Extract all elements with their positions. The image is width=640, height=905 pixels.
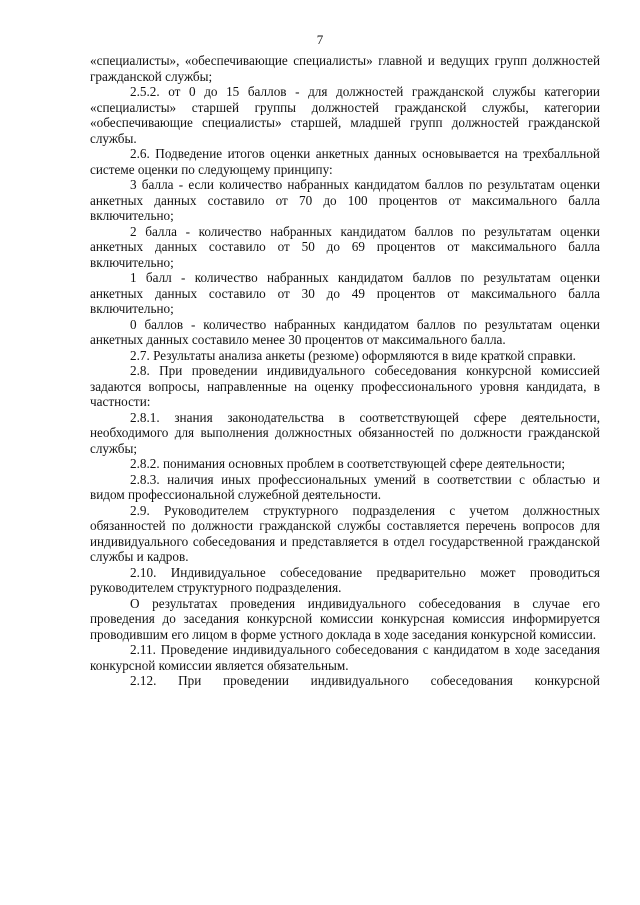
paragraph-2-8-2: 2.8.2. понимания основных проблем в соответствующей сфере деятельности; (130, 456, 566, 471)
paragraph-2-7: 2.7. Результаты анализа анкеты (резюме) оформляются в виде краткой справки. (130, 347, 576, 363)
paragraph-2-9: 2.9. Руководителем структурного подразделения с учетом должностных обязанностей по должности гражданской службы составляется перечень вопросов для индивидуального собеседования и представляется в отдел государственной гражданской службы и кадров. (90, 502, 600, 564)
paragraph-2-10: 2.10. Индивидуальное собеседование предварительно может проводиться руководителем структурного подразделения. (90, 564, 600, 595)
paragraph-3-points: 3 балла - если количество набранных кандидатом баллов по результатам оценки анкетных данных составило от 70 до 100 процентов от максимального балла включительно; (90, 177, 600, 223)
paragraph-2-6: 2.6. Подведение итогов оценки анкетных данных основывается на трехбалльной системе оценки по следующему принципу: (90, 146, 600, 177)
paragraph-1-point: 1 балл - количество набранных кандидатом баллов по результатам оценки анкетных данных составило от 30 до 49 процентов от максимального балла включительно; (90, 270, 600, 316)
paragraph-2-12: 2.12. При проведении индивидуального собеседования конкурсной (130, 673, 600, 688)
paragraph-2-11: 2.11. Проведение индивидуального собеседования с кандидатом в ходе заседания конкурсной комиссии является обязательным. (90, 642, 600, 673)
paragraph-2-5-2: 2.5.2. от 0 до 15 баллов - для должностей гражданской службы категории «специалисты» старшей группы должностей гражданской службы, категории «обеспечивающие специалисты» старшей, младшей групп должностей гражданской службы. (90, 84, 600, 146)
paragraph-continuation: «специалисты», «обеспечивающие специалисты» главной и ведущих групп должностей гражданской службы; (90, 53, 600, 84)
paragraph-interview-results: О результатах проведения индивидуального собеседования в случае его проведения до заседания конкурсной комиссии конкурсная комиссия информируется проводившим его лицом в форме устного доклада в ходе заседания конкурсной комиссии. (90, 595, 600, 642)
paragraph-2-points: 2 балла - количество набранных кандидатом баллов по результатам оценки анкетных данных составило от 50 до 69 процентов от максимального балла включительно; (90, 223, 600, 270)
paragraph-2-8-3: 2.8.3. наличия иных профессиональных умений в соответствии с областью и видом профессиональной служебной деятельности. (90, 471, 600, 502)
paragraph-2-8-1: 2.8.1. знания законодательства в соответствующей сфере деятельности, необходимого для выполнения должностных обязанностей по должности гражданской службы; (90, 409, 600, 456)
document-body (90, 53, 600, 689)
paragraph-2-8: 2.8. При проведении индивидуального собеседования конкурсной комиссией задаются вопросы, направленные на оценку профессионального уровня кандидата, в частности: (90, 363, 600, 409)
paragraph-0-points: 0 баллов - количество набранных кандидатом баллов по результатам оценки анкетных данных составило менее 30 процентов от максимального балла. (90, 316, 600, 347)
page-number: 7 (316, 32, 324, 47)
